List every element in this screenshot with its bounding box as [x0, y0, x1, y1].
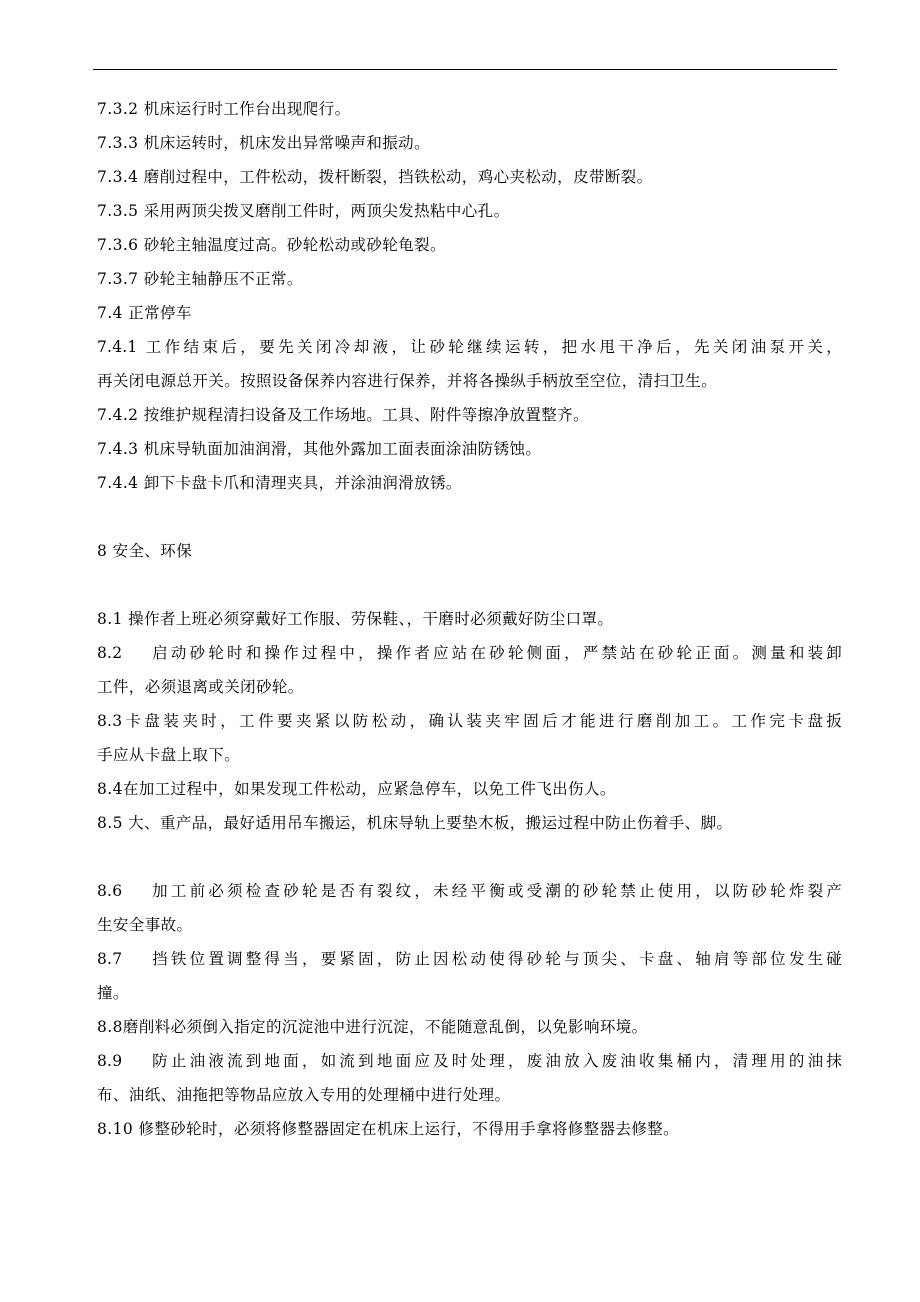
text-line: 生安全事故。: [97, 916, 193, 934]
text-line: 8.4在加工过程中，如果发现工件松动，应紧急停车，以免工件飞出伤人。: [97, 780, 616, 798]
text-line: 8.1 操作者上班必须穿戴好工作服、劳保鞋、，干磨时必须戴好防尘口罩。: [97, 610, 614, 628]
text-line: 8.10 修整砂轮时，必须将修整器固定在机床上运行，不得用手拿将修整器去修整。: [97, 1120, 680, 1138]
text-line: 7.3.6 砂轮主轴温度过高。砂轮松动或砂轮龟裂。: [97, 236, 446, 254]
document-body: [97, 92, 842, 1146]
text-line: 手应从卡盘上取下。: [97, 746, 241, 764]
text-line: 7.3.7 砂轮主轴静压不正常。: [97, 270, 303, 288]
text-line: 工件，必须退离或关闭砂轮。: [97, 678, 304, 696]
text-line: 7.3.5 采用两顶尖拨叉磨削工件时，两顶尖发热粘中心孔。: [97, 202, 510, 220]
text-line: 再关闭电源总开关。按照设备保养内容进行保养，并将各操纵手柄放至空位，清扫卫生。: [97, 372, 718, 390]
text-line: 8.9 防止油液流到地面，如流到地面应及时处理，废油放入废油收集桶内，清理用的油抹: [97, 1052, 842, 1070]
text-line: 7.4.2 按维护规程清扫设备及工作场地。工具、附件等擦净放置整齐。: [97, 406, 589, 424]
text-line: 7.4.3 机床导轨面加油润滑，其他外露加工面表面涂油防锈蚀。: [97, 440, 542, 458]
text-line: 8 安全、环保: [97, 542, 193, 560]
text-line: 7.4.4 卸下卡盘卡爪和清理夹具，并涂油润滑放锈。: [97, 474, 462, 492]
text-line: 8.2 启动砂轮时和操作过程中，操作者应站在砂轮侧面，严禁站在砂轮正面。测量和装卸: [97, 644, 842, 662]
text-line: 8.3卡盘装夹时，工件要夹紧以防松动，确认装夹牢固后才能进行磨削加工。工作完卡盘扳: [97, 712, 842, 730]
text-line: 7.4.1 工作结束后，要先关闭冷却液，让砂轮继续运转，把水甩干净后，先关闭油泵开关，: [97, 338, 842, 356]
text-line: 8.8磨削料必须倒入指定的沉淀池中进行沉淀，不能随意乱倒，以免影响环境。: [97, 1018, 648, 1036]
text-line: 布、油纸、油拖把等物品应放入专用的处理桶中进行处理。: [97, 1086, 511, 1104]
text-line: 7.4 正常停车: [97, 304, 192, 322]
text-line: 7.3.4 磨削过程中，工件松动，拨杆断裂，挡铁松动，鸡心夹松动，皮带断裂。: [97, 168, 653, 186]
blank-line: [97, 500, 842, 534]
header-rule: [93, 69, 837, 70]
blank-line: [97, 840, 842, 874]
text-line: 8.7 挡铁位置调整得当，要紧固，防止因松动使得砂轮与顶尖、卡盘、轴肩等部位发生碰: [97, 950, 842, 968]
text-line: 7.3.2 机床运行时工作台出现爬行。: [97, 100, 351, 118]
text-line: 8.6 加工前必须检查砂轮是否有裂纹，未经平衡或受潮的砂轮禁止使用，以防砂轮炸裂产: [97, 882, 842, 900]
text-line: 7.3.3 机床运转时，机床发出异常噪声和振动。: [97, 134, 430, 152]
text-line: 撞。: [97, 984, 129, 1002]
text-line: 8.5 大、重产品，最好适用吊车搬运，机床导轨上要垫木板，搬运过程中防止伤着手、脚。: [97, 814, 733, 832]
blank-line: [97, 568, 842, 602]
